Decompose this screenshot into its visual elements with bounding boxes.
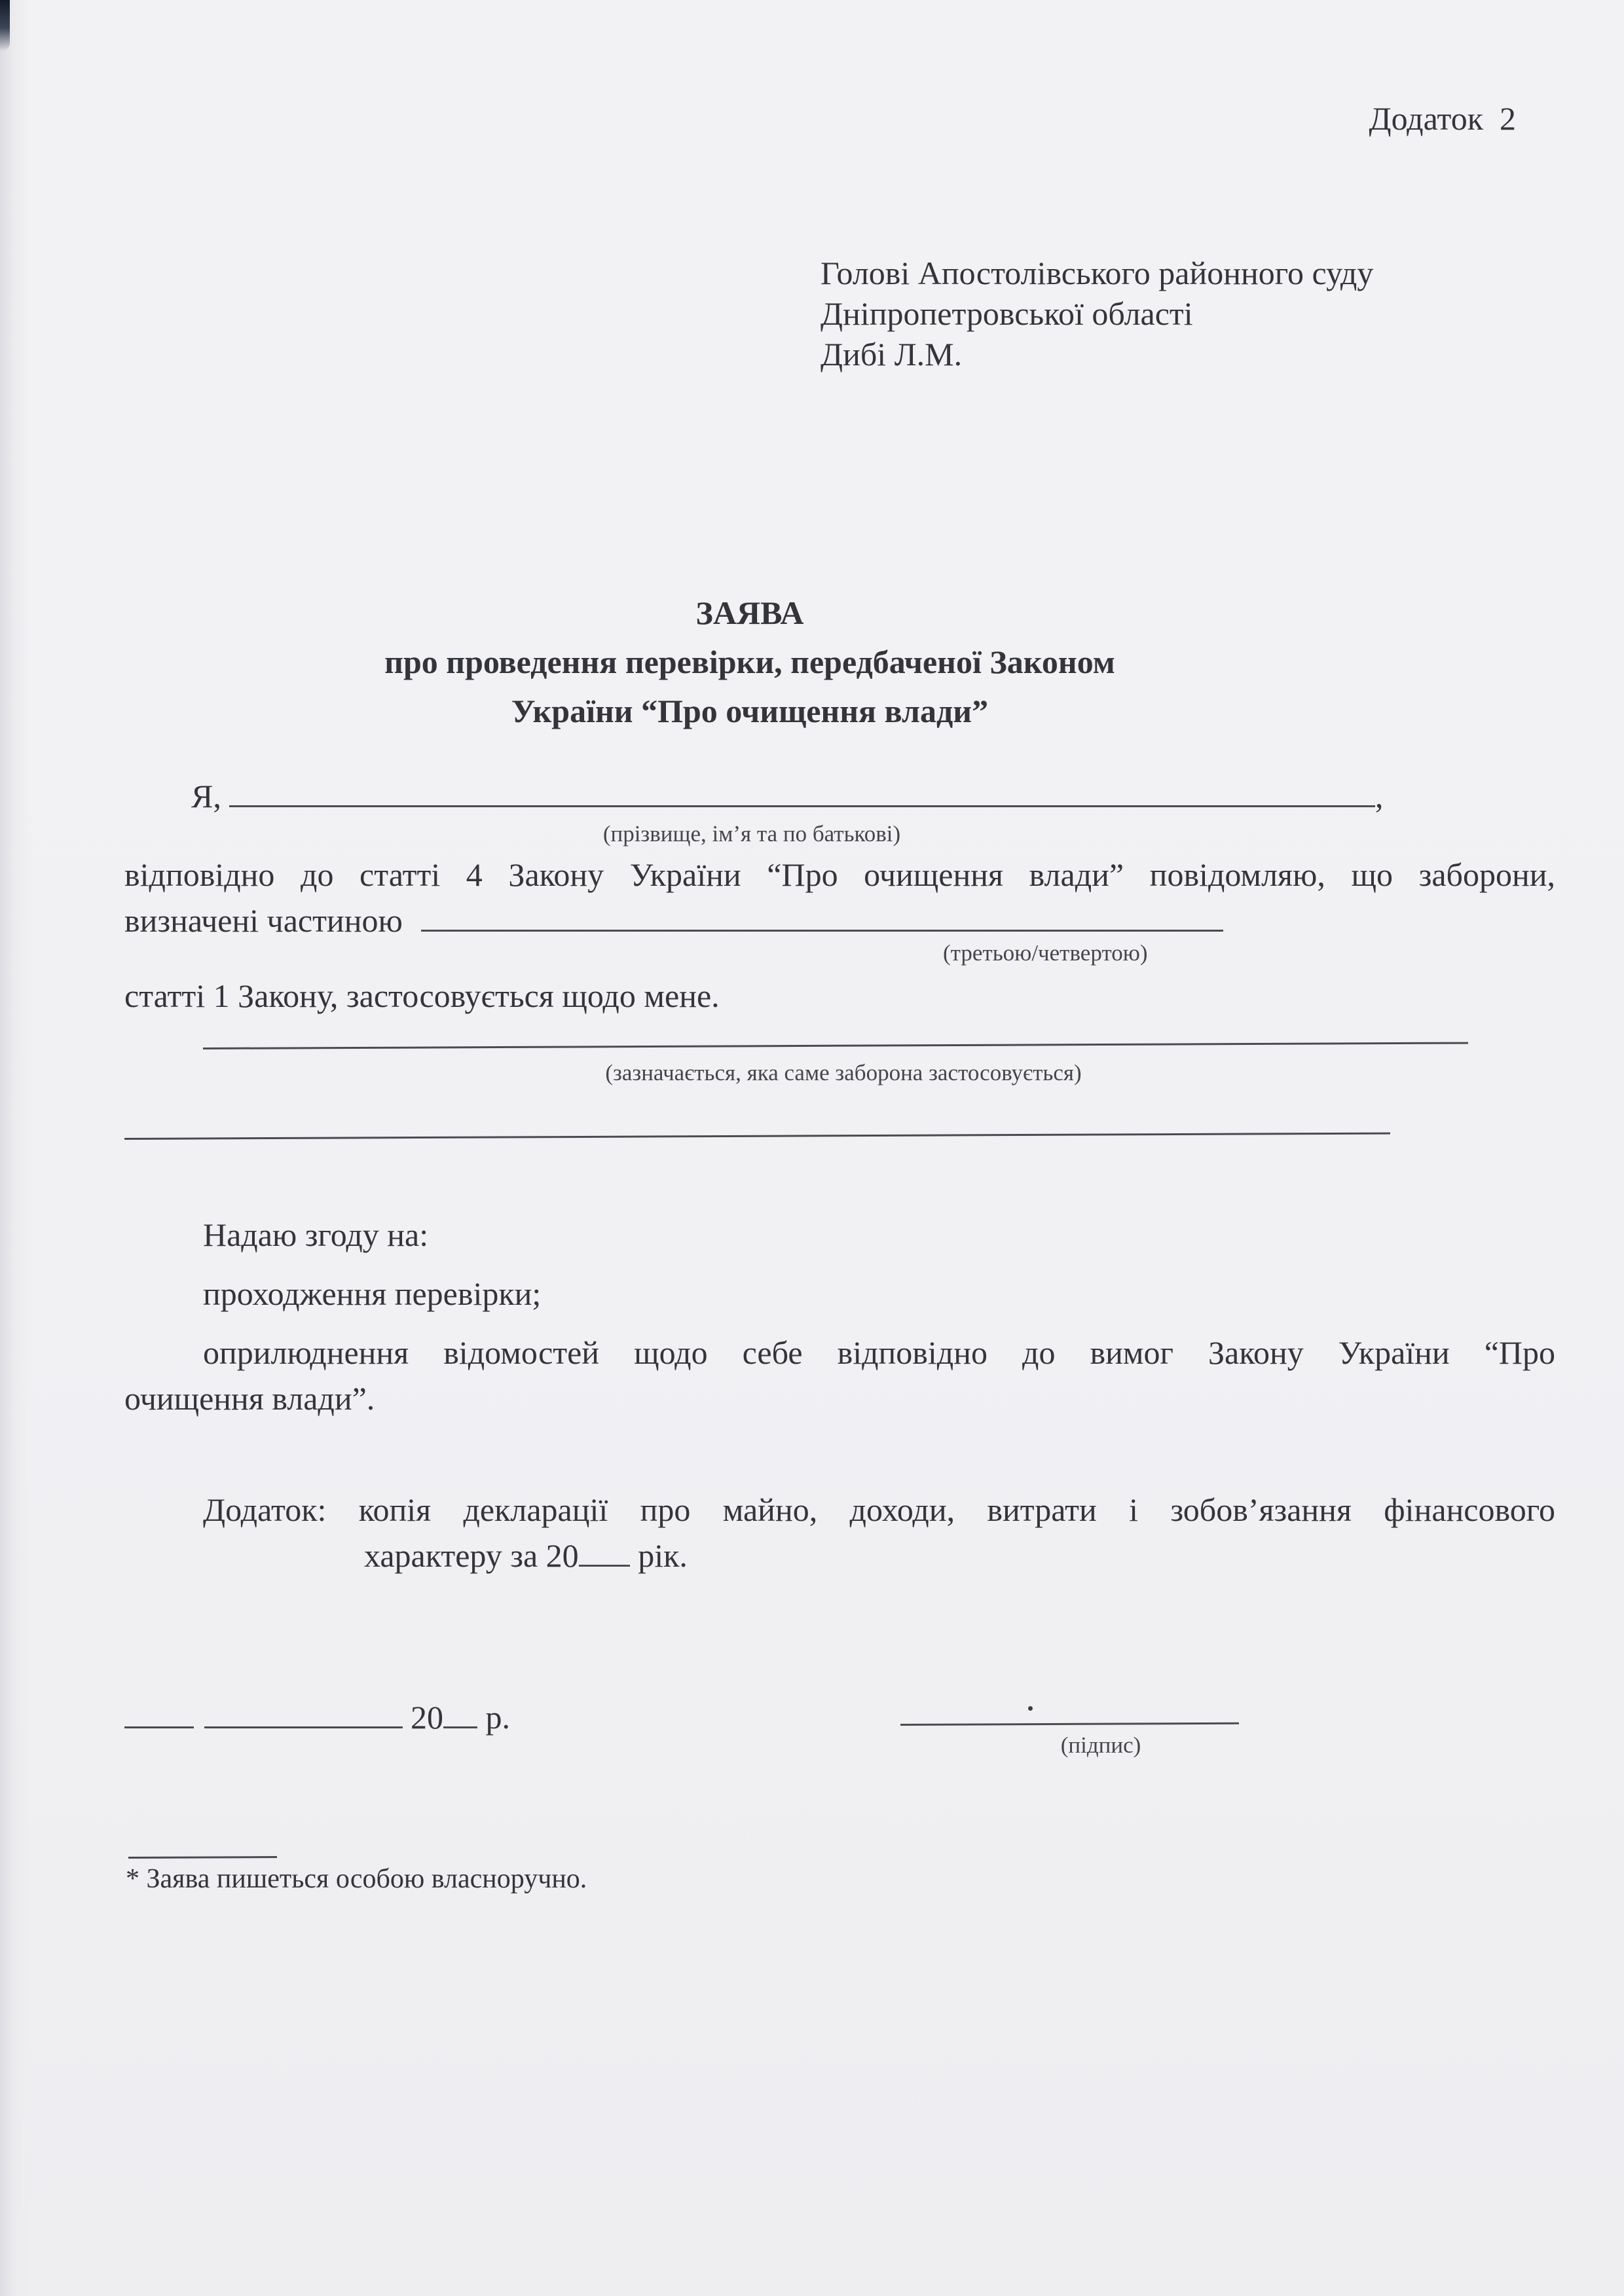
declarant-name-row — [191, 777, 1383, 816]
attachment-year-prefix: характеру за 20 — [364, 1537, 579, 1574]
scan-corner-shadow — [0, 0, 10, 51]
declarant-suffix-comma: , — [1375, 778, 1384, 814]
ban-blank-line-1 — [203, 1042, 1468, 1049]
attachment-line-2 — [364, 1537, 688, 1575]
declarant-name-caption: (прізвище, ім’я та по батькові) — [602, 821, 901, 847]
statement-line-1: відповідно до статті 4 Закону України “Про очищення влади” повідомляю, що заборони, — [124, 856, 1555, 893]
signature-caption: (підпис) — [1060, 1732, 1141, 1758]
signature-blank-line — [900, 1722, 1239, 1726]
date-day-blank — [124, 1726, 194, 1728]
date-row — [124, 1698, 510, 1737]
footnote-rule — [128, 1856, 277, 1859]
attachment-line-1: Додаток: копія декларації про майно, доходи, витрати і зобов’язання фінансового — [203, 1491, 1555, 1528]
document-title-line-3: України “Про очищення влади” — [511, 693, 989, 729]
consent-item-2-line-1: оприлюднення відомостей щодо себе відповідно до вимог Закону України “Про — [203, 1334, 1555, 1371]
footnote-text: * Заява пишеться особою власноручно. — [126, 1864, 587, 1894]
attachment-year-suffix: рік. — [629, 1537, 688, 1574]
declarant-prefix: Я, — [191, 778, 221, 814]
addressee-line-3: Дибі Л.М. — [821, 336, 963, 373]
consent-item-1: проходження перевірки; — [203, 1275, 542, 1312]
date-month-blank — [204, 1726, 403, 1728]
part-caption: (третьою/четвертою) — [943, 940, 1148, 966]
statement-line-3: статті 1 Закону, застосовується щодо мене. — [124, 977, 720, 1014]
date-year-suffix: р. — [477, 1699, 510, 1736]
document-title-line-1: ЗАЯВА — [695, 594, 804, 631]
date-year-blank — [443, 1726, 477, 1728]
statement-part-prefix: визначені частиною — [124, 902, 403, 939]
annex-label: Додаток 2 — [1369, 100, 1516, 137]
scan-edge-shading — [0, 0, 30, 2296]
part-blank-line — [421, 930, 1223, 932]
signature-dot-mark — [1028, 1706, 1033, 1711]
ban-caption: (зазначається, яка саме заборона застосовується) — [605, 1060, 1082, 1085]
addressee-line-1: Голові Апостолівського районного суду — [821, 255, 1374, 291]
date-year-prefix: 20 — [411, 1699, 443, 1736]
attachment-year-blank — [579, 1565, 630, 1567]
document-title-line-2: про проведення перевірки, передбаченої Законом — [384, 644, 1115, 680]
statement-line-2 — [124, 902, 1223, 940]
declarant-name-blank-line — [229, 805, 1375, 807]
consent-intro: Надаю згоду на: — [203, 1216, 429, 1253]
addressee-line-2: Дніпропетровської області — [821, 295, 1193, 332]
ban-blank-line-2 — [124, 1133, 1390, 1140]
consent-item-2-line-2: очищення влади”. — [124, 1380, 375, 1417]
